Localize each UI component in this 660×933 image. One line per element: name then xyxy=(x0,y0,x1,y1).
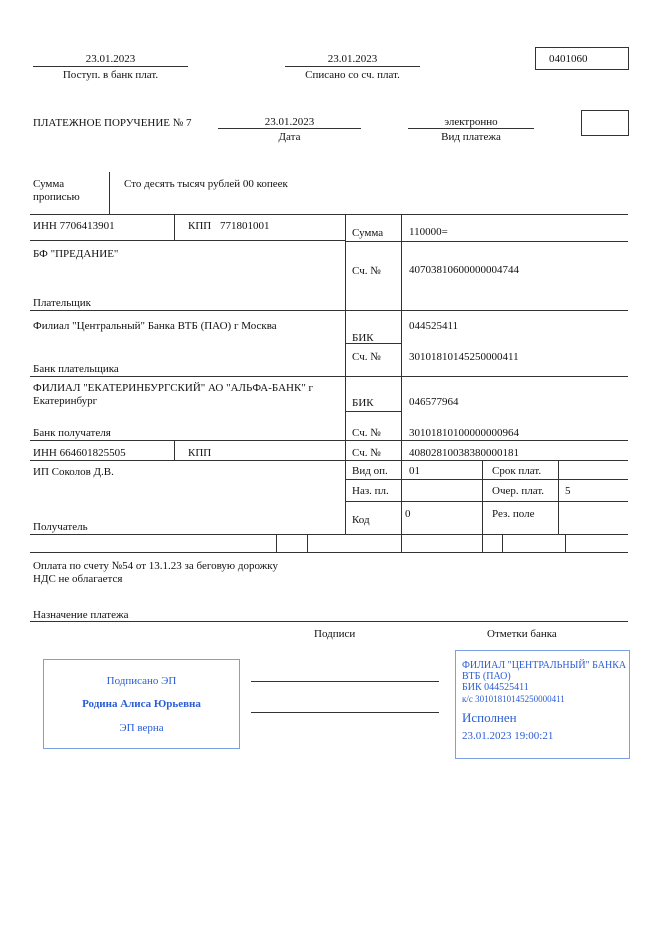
bank-stamp-datetime: 23.01.2023 19:00:21 xyxy=(462,730,554,742)
due-label: Срок плат. xyxy=(492,465,542,477)
table-line xyxy=(345,214,346,534)
payee-account: 40802810038380000181 xyxy=(409,447,519,459)
purpose-code-label: Наз. пл. xyxy=(352,485,389,497)
payee-bank-name: ФИЛИАЛ "ЕКАТЕРИНБУРГСКИЙ" АО "АЛЬФА-БАНК" г xyxy=(33,382,314,394)
amount-value: 110000= xyxy=(409,226,448,238)
payer-role-label: Плательщик xyxy=(33,297,91,309)
table-line xyxy=(345,241,628,242)
table-line xyxy=(307,534,308,552)
signatures-label: Подписи xyxy=(314,628,356,640)
code-label: Код xyxy=(352,514,370,526)
signature-stamp-line1: Подписано ЭП xyxy=(106,675,177,687)
bank-stamp-line3: БИК 044525411 xyxy=(462,682,529,693)
date-debited-label: Списано со сч. плат. xyxy=(305,69,400,81)
payer-bank-account: 30101810145250000411 xyxy=(409,351,519,363)
payer-bank-bik-label: БИК xyxy=(352,332,374,344)
payee-name: ИП Соколов Д.В. xyxy=(33,466,114,478)
purpose-line-1: Оплата по счету №54 от 13.1.23 за беговую дорожку xyxy=(33,560,278,572)
payer-bank-bik: 044525411 xyxy=(409,320,459,332)
payer-bank-role-label: Банк плательщика xyxy=(33,363,119,375)
bank-stamp-line4: к/с 30101810145250000411 xyxy=(462,694,565,704)
op-type: 01 xyxy=(409,465,420,477)
table-line xyxy=(30,310,628,311)
payer-account: 40703810600000004744 xyxy=(409,264,519,276)
table-line xyxy=(502,534,503,552)
payer-kpp: 771801001 xyxy=(220,220,270,232)
signature-stamp-line3: ЭП верна xyxy=(119,722,164,734)
payer-name: БФ "ПРЕДАНИЕ" xyxy=(33,248,119,260)
table-line xyxy=(30,552,628,553)
table-line xyxy=(30,240,345,241)
divider xyxy=(218,128,361,129)
payer-inn: ИНН 7706413901 xyxy=(33,220,115,232)
payee-bank-bik: 046577964 xyxy=(409,396,459,408)
bank-stamp-status: Исполнен xyxy=(462,710,517,725)
form-code: 0401060 xyxy=(549,53,588,65)
table-line xyxy=(30,376,628,377)
signature-line-1 xyxy=(251,681,439,682)
bank-marks-label: Отметки банка xyxy=(487,628,557,640)
table-line xyxy=(345,479,628,480)
payee-bank-role-label: Банк получателя xyxy=(33,427,111,439)
table-line xyxy=(345,501,628,502)
purpose-label: Назначение платежа xyxy=(33,609,129,621)
payer-kpp-label: КПП xyxy=(188,220,212,232)
amount-words: Сто десять тысяч рублей 00 копеек xyxy=(124,178,288,190)
amount-words-label: Сумма xyxy=(33,178,65,190)
reserve-label: Рез. поле xyxy=(492,508,535,520)
payee-role-label: Получатель xyxy=(33,521,88,533)
divider xyxy=(285,66,420,67)
payee-kpp-label: КПП xyxy=(188,447,212,459)
priority: 5 xyxy=(565,485,571,497)
payee-bank-account: 30101810100000000964 xyxy=(409,427,519,439)
table-line xyxy=(30,214,628,215)
code: 0 xyxy=(405,508,411,520)
table-line xyxy=(30,534,628,535)
bank-stamp-line2: ВТБ (ПАО) xyxy=(462,671,511,682)
page-title: ПЛАТЕЖНОЕ ПОРУЧЕНИЕ № 7 xyxy=(33,117,192,129)
payee-inn: ИНН 664601825505 xyxy=(33,447,126,459)
bank-stamp-line1: ФИЛИАЛ "ЦЕНТРАЛЬНЫЙ" БАНКА xyxy=(462,660,627,671)
date-debited: 23.01.2023 xyxy=(327,53,378,65)
amount-label: Сумма xyxy=(352,227,384,239)
table-line xyxy=(30,460,628,461)
amount-words-label-2: прописью xyxy=(33,191,80,203)
order-date-label: Дата xyxy=(278,131,301,143)
payer-bank-account-label: Сч. № xyxy=(352,351,381,363)
table-line xyxy=(401,214,402,552)
payment-type: электронно xyxy=(444,116,498,128)
table-line xyxy=(30,440,628,441)
payee-bank-name-2: Екатеринбург xyxy=(33,395,98,407)
divider xyxy=(408,128,534,129)
signature-stamp-signer: Родина Алиса Юрьевна xyxy=(82,698,201,710)
payer-account-label: Сч. № xyxy=(352,265,381,277)
empty-code-box xyxy=(581,110,629,136)
date-received-label: Поступ. в банк плат. xyxy=(62,69,159,81)
payer-bank-name: Филиал "Центральный" Банка ВТБ (ПАО) г Москва xyxy=(33,320,277,332)
table-line xyxy=(174,214,175,240)
table-line xyxy=(482,460,483,552)
table-line xyxy=(174,440,175,460)
order-date: 23.01.2023 xyxy=(264,116,315,128)
op-type-label: Вид оп. xyxy=(352,465,388,477)
divider xyxy=(109,172,110,214)
table-line xyxy=(345,411,401,412)
purpose-line-2: НДС не облагается xyxy=(33,573,123,585)
payee-bank-account-label: Сч. № xyxy=(352,427,381,439)
payee-account-label: Сч. № xyxy=(352,447,381,459)
payment-type-label: Вид платежа xyxy=(441,131,501,143)
priority-label: Очер. плат. xyxy=(492,485,545,497)
divider xyxy=(33,66,188,67)
signature-line-2 xyxy=(251,712,439,713)
date-received: 23.01.2023 xyxy=(85,53,136,65)
table-line xyxy=(565,534,566,552)
table-line xyxy=(276,534,277,552)
table-line xyxy=(558,460,559,534)
payee-bank-bik-label: БИК xyxy=(352,397,374,409)
table-line xyxy=(30,621,628,622)
